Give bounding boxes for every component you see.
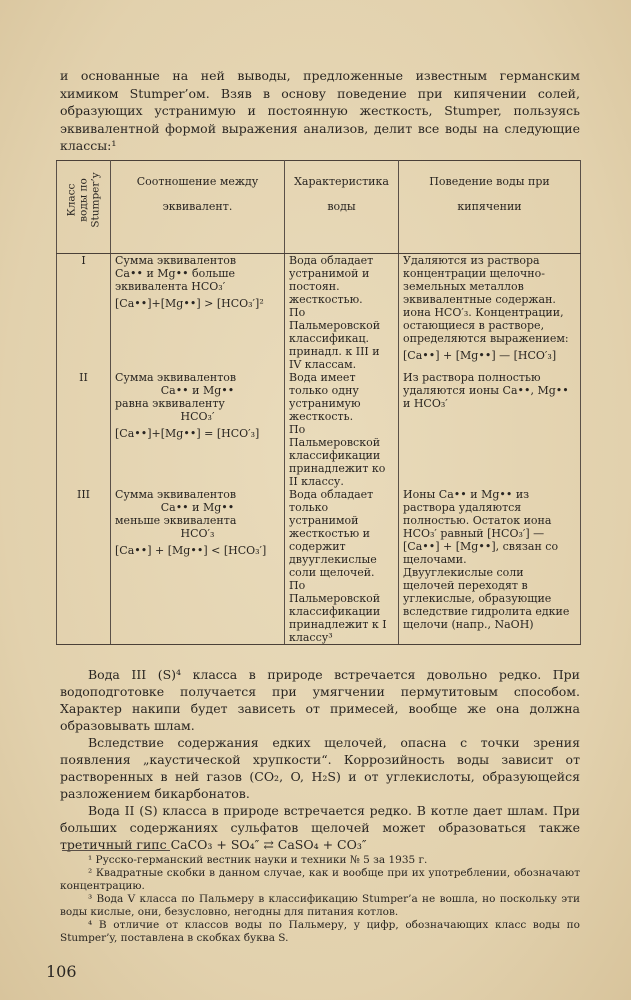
ratio-text: равна эквиваленту [115,397,225,410]
boiling-formula: [Ca••] + [Mg••] — [HCO′₃] [403,349,557,362]
ratio-formula: [Ca••]+[Mg••] > [HCO₃′]² [115,297,264,310]
boiling-text: Удаляются из раствора концентрации щелочно-земельных металлов эквивалентные содержан. иона HCO′₃. Концентрации, остающиеся в растворе, определяются выражением: [403,254,569,345]
table-row [57,371,581,488]
footnotes [60,854,580,945]
body-paragraph: Вода III (S)⁴ класса в природе встречается довольно редко. При водоподготовке получается при умягчении пермутитовым способом. Характер накипи будет зависеть от примесей, вообще же она должна образовывать шлам. [60,667,580,733]
ratio-formula: [Ca••]+[Mg••] = [HCO′₃] [115,427,260,440]
header-ratio-column [111,161,285,254]
header-characteristic-column [285,161,399,254]
ratio-text: Ca•• и Mg•• [160,501,235,514]
class-number: III [57,488,111,645]
water-classes-table [56,160,581,645]
header-boiling-column [399,161,581,254]
footnote: ³ Вода V класса по Пальмеру в классификацию Stumper’а не вошла, но поскольку эти воды кислые, они, безусловно, негодны для питания котлов. [60,893,580,918]
ratio-text: Сумма эквивалентов [115,254,237,267]
boiling-cell [399,488,581,645]
ratio-cell [111,371,285,488]
table-header-row [57,161,581,254]
footnote: ⁴ В отличие от классов воды по Пальмеру, у цифр, обозначающих класс воды по Stumper’y, поставлена в скобках буква S. [60,919,580,944]
table-row [57,254,581,372]
boiling-text: Двууглекислые соли щелочей переходят в углекислые, образующие вследствие гидролита едкие щелочи (напр., NaOH) [403,566,570,631]
intro-text: и основанные на ней выводы, предложенные известным германским химиком Stumper’ом. Взяв в основу поведение при кипячении солей, образующих устранимую и постоянную жесткость, Stumper, пользуясь эквивалентной формой выражения анализов, делит все воды на следующие классы:¹ [60,68,580,153]
header-ratio-line2: эквивалент. [162,200,233,213]
header-boiling-line1: Поведение воды при [429,175,550,188]
boiling-cell [399,371,581,488]
boiling-text: Ионы Ca•• и Mg•• из раствора удаляются полностью. Остаток иона HCO₃′ равный [HCO₃′] — [Ca••] + [Mg••], связан со щелочами. [403,488,559,566]
class-number: I [57,254,111,372]
ratio-formula: [Ca••] + [Mg••] < [HCO₃′] [115,544,267,557]
ratio-text: HCO₃′ [180,410,215,423]
ratio-cell [111,488,285,645]
characteristic-text: По Пальмеровской классификац. принадл. к III и IV классам. [289,306,381,371]
class-number: II [57,371,111,488]
header-class-label: Класс воды по Stumper’y [65,172,102,228]
page-number: 106 [46,962,77,981]
footnote: ¹ Русско-германский вестник науки и техники № 5 за 1935 г. [88,854,428,866]
boiling-text: Из раствора полностью удаляются ионы Ca••, Mg•• и HCO₃′ [403,371,569,410]
body-text [60,666,580,853]
characteristic-text: Вода имеет только одну устранимую жесткость. [289,371,361,423]
characteristic-cell [285,254,399,372]
header-characteristic-line2: воды [327,200,356,213]
boiling-cell [399,254,581,372]
header-characteristic-line1: Характеристика [294,175,389,188]
ratio-text: HCO′₃ [180,527,215,540]
characteristic-text: Вода обладает устранимой и постоян. жесткостью. [289,254,374,306]
ratio-cell [111,254,285,372]
header-ratio-line1: Соотношение между [136,175,259,188]
header-class-column [57,161,111,254]
header-boiling-line2: кипячении [457,200,522,213]
ratio-text: меньше эквивалента [115,514,237,527]
ratio-text: Сумма эквивалентов [115,488,237,501]
ratio-text: Ca•• и Mg•• больше эквивалента HCO₃′ [115,267,236,293]
footnote-divider [62,850,170,851]
characteristic-cell [285,371,399,488]
ratio-text: Сумма эквивалентов [115,371,237,384]
body-paragraph: Вследствие содержания едких щелочей, опасна с точки зрения появления „каустической хрупкости“. Коррозийность воды зависит от растворенных в ней газов (CO₂, O, H₂S) и от углекислоты, образующейся разложением бикарбонатов. [60,735,580,801]
footnote: ² Квадратные скобки в данном случае, как и вообще при их употреблении, обозначают концентрацию. [60,867,580,892]
characteristic-cell [285,488,399,645]
characteristic-text: Вода обладает только устранимой жесткостью и содержит двууглекислые соли щелочей. По Пальмеровской классификации принадлежит к I классу³ [289,488,387,644]
ratio-text: Ca•• и Mg•• [160,384,235,397]
body-paragraph: Вода II (S) класса в природе встречается редко. В котле дает шлам. При больших содержаниях сульфатов щелочей может образоваться также третичный гипс CaCO₃ + SO₄″ ⇄ CaSO₄ + CO₃″ [60,803,580,852]
characteristic-text: По Пальмеровской классификации принадлежит ко II классу. [289,423,386,488]
intro-paragraph [60,67,580,155]
table-row [57,488,581,645]
